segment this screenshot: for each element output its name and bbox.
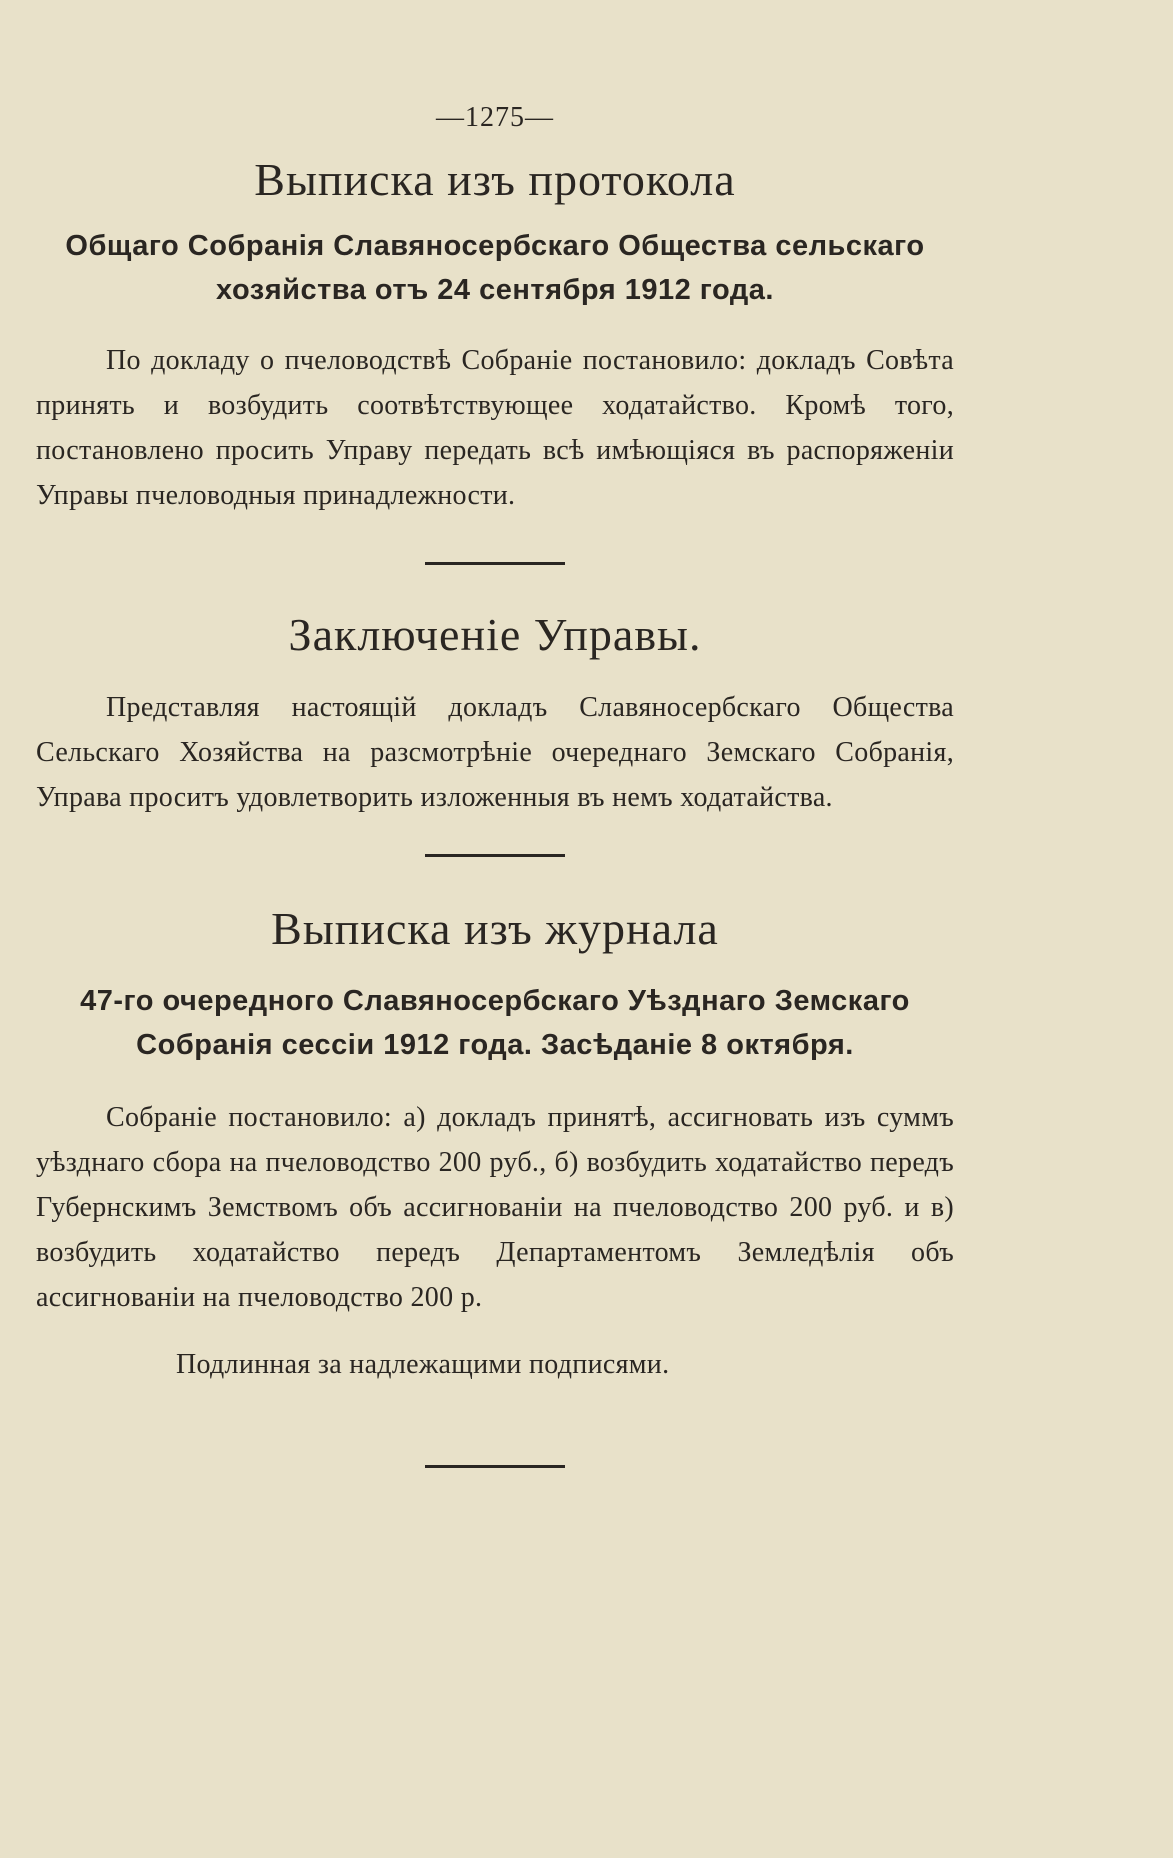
section-divider-1 <box>425 562 565 565</box>
section-divider-3 <box>425 1465 565 1468</box>
board-conclusion-title: Заключеніе Управы. <box>288 609 702 660</box>
protocol-subtitle-line-1: Общаго Собранія Славяносербскаго Общества сельскаго <box>65 230 925 262</box>
journal-subtitle-line-2: Собранія сессіи 1912 года. Засѣданіе 8 октября. <box>136 1029 854 1061</box>
board-conclusion-paragraph: Представляя настоящій докладъ Славяносербскаго Общества Сельскаго Хозяйства на разсмотрѣніе очереднаго Земскаго Собранія, Управа проситъ удовлетворить изложенныя въ немъ ходатайства. <box>36 692 954 813</box>
page-content <box>36 100 954 1468</box>
protocol-extract-title: Выписка изъ протокола <box>254 154 736 205</box>
journal-extract-subtitle <box>36 979 954 1067</box>
journal-extract-title: Выписка изъ журнала <box>271 903 719 954</box>
protocol-subtitle-line-2: хозяйства отъ 24 сентября 1912 года. <box>216 274 774 306</box>
protocol-paragraph: По докладу о пчеловодствѣ Собраніе постановило: докладъ Совѣта принять и возбудить соотвѣтствующее ходатайство. Кромѣ того, постановлено просить Управу передать всѣ имѣющіяся въ распоряженіи Управы пчеловодныя принадлежности. <box>36 345 954 511</box>
journal-subtitle-line-1: 47-го очередного Славяносербскаго Уѣзднаго Земскаго <box>80 985 910 1017</box>
page-number: —1275— <box>436 102 554 133</box>
journal-paragraph: Собраніе постановило: а) докладъ принятѣ, ассигновать изъ суммъ уѣзднаго сбора на пчеловодство 200 руб., б) возбудить ходатайство передъ Губернскимъ Земствомъ объ ассигнованіи на пчеловодство 200 руб. и в) возбудить ходатайство передъ Департаментомъ Земледѣлія объ ассигнованіи на пчеловодство 200 р. <box>36 1102 954 1313</box>
signature-note: Подлинная за надлежащими подписями. <box>176 1349 670 1380</box>
protocol-extract-subtitle <box>36 224 954 312</box>
section-divider-2 <box>425 854 565 857</box>
